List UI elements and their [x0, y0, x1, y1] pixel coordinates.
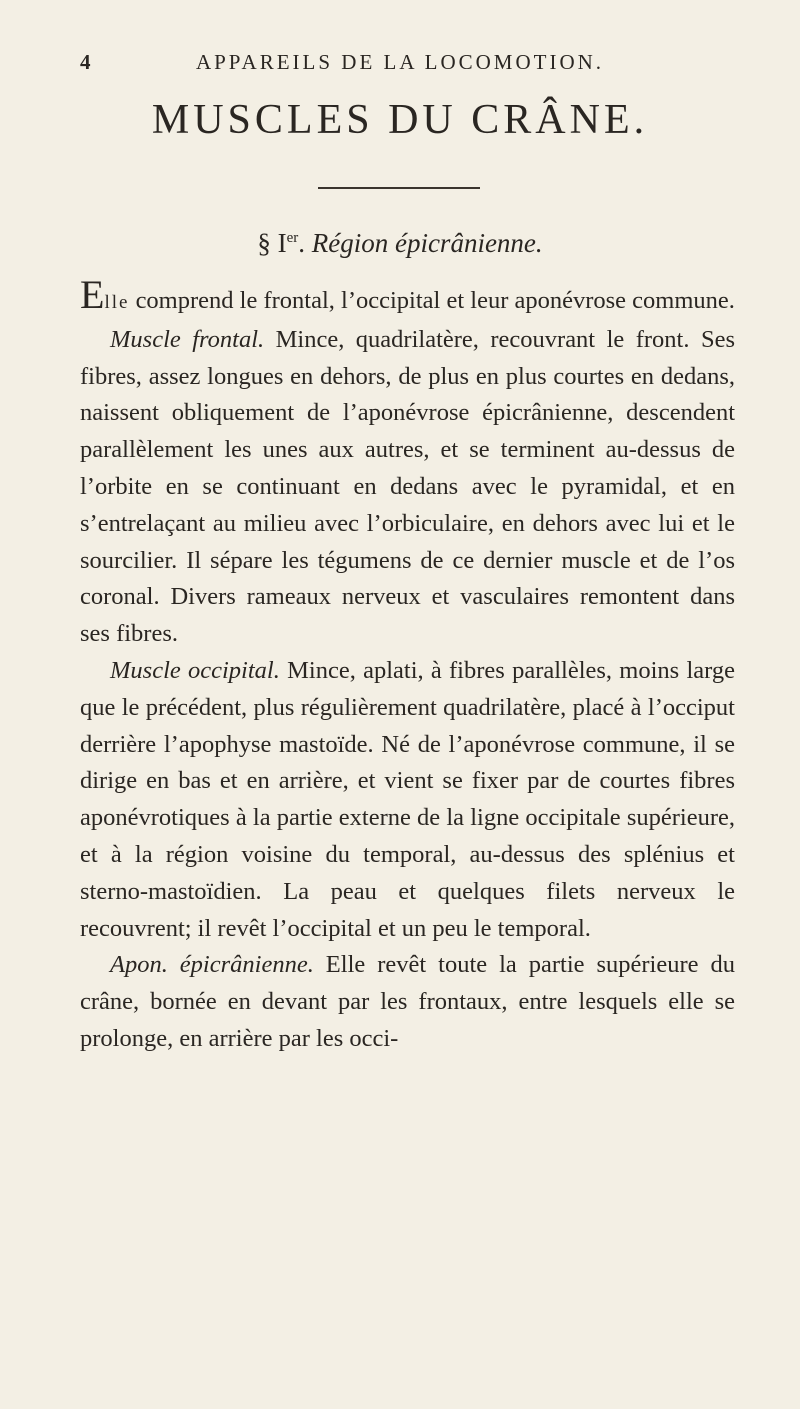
- title-divider: [318, 187, 480, 189]
- paragraph-heading: Apon. épicrânienne.: [110, 951, 314, 979]
- section-title: Région épicrânienne.: [311, 228, 543, 258]
- running-header: [80, 50, 720, 75]
- running-title: APPAREILS DE LA LOCOMOTION.: [195, 50, 605, 74]
- drop-cap: E: [80, 272, 105, 317]
- paragraph-text: Mince, quadrilatère, recouvrant le front. Ses fibres, assez longues en dehors, de plus en plus courtes en dedans, naissent obliquement de l’aponévrose épicrânienne, descendent parallèlement les unes aux autres, et se terminent au-dessus de l’orbite en se continuant en dedans avec le pyramidal, et en s’entrelaçant au milieu avec l’orbiculaire, en dehors avec lui et le sourcilier. Il sépare les tégumens de ce dernier muscle et de l’os coronal. Divers rameaux nerveux et vasculaires remontent dans ses fibres.: [80, 325, 735, 648]
- paragraph-occipital: [80, 653, 735, 947]
- paragraph-heading: Muscle frontal.: [110, 325, 265, 353]
- chapter-title: MUSCLES DU CRÂNE.: [151, 97, 649, 143]
- smallcaps-run: lle: [104, 292, 130, 313]
- paragraph-aponeurosis: [80, 947, 735, 1057]
- section-number: § I: [257, 228, 287, 258]
- body-text: [80, 272, 735, 1058]
- paragraph-text: comprend le frontal, l’occipital et leur aponévrose commune.: [129, 287, 735, 314]
- paragraph-frontal: [80, 322, 735, 653]
- paragraph-text: Elle revêt toute la partie supérieure du crâne, bornée en devant par les frontaux, entre lesquels elle se prolonge, en arrière par les occi-: [80, 951, 735, 1052]
- paragraph-intro: [80, 272, 735, 322]
- section-heading: § Ier. Région épicrânienne.: [257, 228, 543, 258]
- section-ordinal: er: [286, 230, 299, 246]
- paragraph-heading: Muscle occipital.: [110, 656, 280, 684]
- paragraph-text: Mince, aplati, à fibres parallèles, moins large que le précédent, plus régulièrement quadrilatère, placé à l’occiput derrière l’apophyse mastoïde. Né de l’aponévrose commune, il se dirige en bas et en arrière, et vient se fixer par de courtes fibres aponévrotiques à la partie externe de la ligne occipitale supérieure, et à la région voisine du temporal, au-dessus des splénius et sterno-mastoïdien. La peau et quelques filets nerveux le recouvrent; il revêt l’occipital et un peu le temporal.: [80, 656, 735, 942]
- page-number: 4: [80, 50, 94, 74]
